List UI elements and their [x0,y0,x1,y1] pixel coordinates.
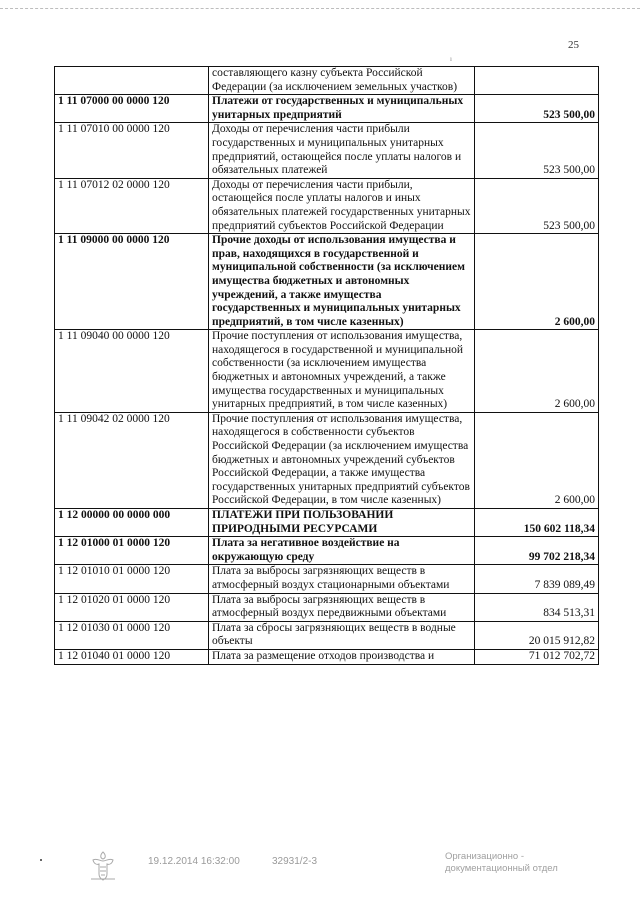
table-row [55,95,599,123]
table-row [55,537,599,565]
budget-code-cell: 1 11 09000 00 0000 120 [55,234,209,330]
amount-cell: 523 500,00 [475,178,599,233]
budget-code-cell: 1 11 09040 00 0000 120 [55,330,209,413]
budget-code-cell: 1 12 01030 01 0000 120 [55,621,209,649]
table-row [55,123,599,178]
description-cell: Прочие поступления от использования имущества, находящегося в собственности субъектов Российской Федерации (за исключением имущества бюджетных и автономных учреждений субъектов Российской Федерации, а также имущества государственных унитарных предприятий субъектов Российской Федерации, в том числе казенных) [209,412,475,508]
amount-cell: 523 500,00 [475,95,599,123]
budget-code-cell: 1 11 07000 00 0000 120 [55,95,209,123]
description-cell: Прочие поступления от использования имущества, находящегося в государственной и муниципальной собственности (за исключением имущества бюджетных и автономных учреждений, а также имущества государственных и муниципальных унитарных предприятий, в том числе казенных) [209,330,475,413]
budget-code-cell: 1 11 07010 00 0000 120 [55,123,209,178]
scan-top-edge [0,8,640,9]
table-row [55,234,599,330]
description-cell: Плата за выбросы загрязняющих веществ в атмосферный воздух стационарными объектами [209,565,475,593]
description-cell: ПЛАТЕЖИ ПРИ ПОЛЬЗОВАНИИ ПРИРОДНЫМИ РЕСУРСАМИ [209,509,475,537]
table-row [55,412,599,508]
budget-code-cell: 1 12 01010 01 0000 120 [55,565,209,593]
scan-speck [40,859,42,861]
budget-code-cell: 1 12 01000 01 0000 120 [55,537,209,565]
amount-cell: 523 500,00 [475,123,599,178]
footer-org [445,851,558,875]
description-cell: Прочие доходы от использования имущества и прав, находящихся в государственной и муниципальной собственности (за исключением имущества бюджетных и автономных учреждений, а также имущества государственных и муниципальных унитарных предприятий, в том числе казенных) [209,234,475,330]
footer-datetime: 19.12.2014 16:32:00 [148,856,240,867]
amount-cell: 20 015 912,82 [475,621,599,649]
amount-cell: 99 702 218,34 [475,537,599,565]
description-cell: Плата за негативное воздействие на окружающую среду [209,537,475,565]
description-cell: Плата за сбросы загрязняющих веществ в водные объекты [209,621,475,649]
budget-code-cell: 1 11 07012 02 0000 120 [55,178,209,233]
table-row [55,649,599,664]
amount-cell: 150 602 118,34 [475,509,599,537]
budget-code-cell: 1 11 09042 02 0000 120 [55,412,209,508]
table-row [55,593,599,621]
table-row [55,178,599,233]
table-row [55,67,599,95]
description-cell: Платежи от государственных и муниципальных унитарных предприятий [209,95,475,123]
budget-code-cell: 1 12 01020 01 0000 120 [55,593,209,621]
description-cell: составляющего казну субъекта Российской Федерации (за исключением земельных участков) [209,67,475,95]
amount-cell: 834 513,31 [475,593,599,621]
amount-cell: 2 600,00 [475,330,599,413]
scan-mark: ı [450,55,452,63]
page-number: 25 [568,39,579,51]
amount-cell [475,67,599,95]
footer-org-line2: документационный отдел [445,863,558,874]
amount-cell: 2 600,00 [475,234,599,330]
emblem-seal-icon [88,850,118,882]
budget-code-cell: 1 12 01040 01 0000 120 [55,649,209,664]
table-row [55,509,599,537]
table-row [55,330,599,413]
description-cell: Плата за выбросы загрязняющих веществ в атмосферный воздух передвижными объектами [209,593,475,621]
footer-doc-id: 32931/2-3 [272,856,318,867]
table-row [55,565,599,593]
description-cell: Доходы от перечисления части прибыли государственных и муниципальных унитарных предприятий, остающейся после уплаты налогов и обязательных платежей [209,123,475,178]
footer-org-line1: Организационно - [445,851,525,862]
description-cell: Доходы от перечисления части прибыли, остающейся после уплаты налогов и иных обязательных платежей государственных унитарных предприятий субъектов Российской Федерации [209,178,475,233]
budget-code-cell [55,67,209,95]
table-row [55,621,599,649]
description-cell: Плата за размещение отходов производства и [209,649,475,664]
amount-cell: 71 012 702,72 [475,649,599,664]
amount-cell: 7 839 089,49 [475,565,599,593]
budget-revenue-table [54,66,599,665]
budget-code-cell: 1 12 00000 00 0000 000 [55,509,209,537]
amount-cell: 2 600,00 [475,412,599,508]
